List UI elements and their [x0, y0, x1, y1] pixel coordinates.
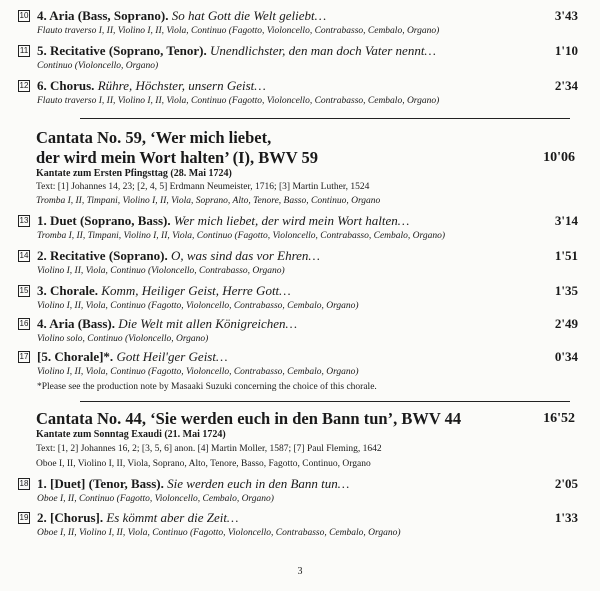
track-scoring: Oboe I, II, Continuo (Fagotto, Violoncello, Cembalo, Organo) — [37, 494, 274, 504]
track-title: 2. [Chorus]. — [37, 510, 104, 525]
track-number: 17 — [19, 352, 29, 361]
cantata-59-title-line1: Cantata No. 59, ‘Wer mich liebet, — [36, 128, 272, 147]
track-10 — [18, 8, 578, 42]
track-duration: 2'34 — [554, 78, 578, 93]
track-title: 1. [Duet] (Tenor, Bass). — [37, 476, 164, 491]
track-scoring: Violino I, II, Viola, Continuo (Fagotto, Violoncello, Contrabasso, Cembalo, Organo) — [37, 301, 359, 311]
track-12 — [18, 78, 578, 112]
track-15 — [18, 283, 578, 317]
track-13 — [18, 213, 578, 247]
track-scoring: Flauto traverso I, II, Violino I, II, Viola, Continuo (Fagotto, Violoncello, Contrabasso, Cembalo, Organo) — [37, 96, 440, 106]
cantata-59-scoring: Tromba I, II, Timpani, Violino I, II, Viola, Soprano, Alto, Tenore, Basso, Continuo, Organo — [36, 196, 381, 206]
track-title: [5. Chorale]*. — [37, 349, 114, 364]
track-title: 5. Recitative (Soprano, Tenor). — [37, 43, 207, 58]
track-11 — [18, 43, 578, 77]
track-incipit: Gott Heil'ger Geist… — [116, 349, 228, 364]
track-number: 14 — [19, 251, 29, 260]
track-scoring: Violino I, II, Viola, Continuo (Fagotto, Violoncello, Contrabasso, Cembalo, Organo) — [37, 367, 359, 377]
track-number: 12 — [19, 81, 29, 90]
track-duration: 2'49 — [554, 316, 578, 331]
cantata-59-duration: 10'06 — [543, 150, 575, 165]
track-incipit: O, was sind das vor Ehren… — [170, 248, 320, 263]
track-incipit: Es kömmt aber die Zeit… — [106, 510, 239, 525]
section-divider — [80, 401, 570, 402]
track-title: 2. Recitative (Soprano). — [37, 248, 168, 263]
cantata-59-title-line2: der wird mein Wort halten’ (I), BWV 59 — [36, 148, 319, 167]
track-duration: 0'34 — [554, 349, 578, 364]
track-number: 13 — [19, 216, 29, 225]
track-title: 1. Duet (Soprano, Bass). — [37, 213, 171, 228]
track-number: 19 — [19, 513, 29, 522]
cantata-59-subtitle: Kantate zum Ersten Pfingsttag (28. Mai 1724) — [36, 168, 232, 179]
track-title: 4. Aria (Bass, Soprano). — [37, 8, 169, 23]
section-divider — [80, 118, 570, 119]
track-title: 6. Chorus. — [37, 78, 95, 93]
track-duration: 1'51 — [554, 248, 578, 263]
cantata-44-title: Cantata No. 44, ‘Sie werden euch in den Bann tun’, BWV 44 — [36, 409, 462, 428]
track-duration: 3'14 — [554, 213, 578, 228]
track-scoring: Violino solo, Continuo (Violoncello, Organo) — [37, 334, 209, 344]
track-14 — [18, 248, 578, 282]
track-duration: 1'33 — [554, 510, 578, 525]
track-19 — [18, 510, 578, 544]
track-duration: 3'43 — [554, 8, 578, 23]
cantata-44-scoring: Oboe I, II, Violino I, II, Viola, Soprano, Alto, Tenore, Basso, Fagotto, Continuo, Organo — [36, 459, 371, 469]
track-scoring: Oboe I, II, Violino I, II, Viola, Continuo (Fagotto, Violoncello, Contrabasso, Cembalo, Organo) — [37, 528, 401, 538]
track-duration: 2'05 — [554, 476, 578, 491]
track-number: 18 — [19, 479, 29, 488]
track-duration: 1'10 — [554, 43, 578, 58]
track-duration: 1'35 — [554, 283, 578, 298]
cantata-59-text-sources: Text: [1] Johannes 14, 23; [2, 4, 5] Erdmann Neumeister, 1716; [3] Martin Luther, 1524 — [36, 182, 370, 192]
track-incipit: So hat Gott die Welt geliebt… — [171, 8, 327, 23]
track-number: 10 — [19, 11, 29, 20]
track-title: 4. Aria (Bass). — [37, 316, 115, 331]
track-scoring: Tromba I, II, Timpani, Violino I, II, Viola, Continuo (Fagotto, Violoncello, Contrabasso, Cembalo, Organo) — [37, 231, 446, 241]
page-number: 3 — [297, 566, 303, 577]
cantata-44-duration: 16'52 — [543, 411, 575, 426]
track-number: 11 — [19, 46, 29, 55]
track-number: 15 — [19, 286, 29, 295]
track-scoring: Flauto traverso I, II, Violino I, II, Viola, Continuo (Fagotto, Violoncello, Contrabasso, Cembalo, Organo) — [37, 26, 440, 36]
track-scoring: Continuo (Violoncello, Organo) — [37, 61, 159, 71]
track-incipit: Sie werden euch in den Bann tun… — [167, 476, 350, 491]
track-incipit: Komm, Heiliger Geist, Herre Gott… — [101, 283, 291, 298]
track-incipit: Unendlichster, den man doch Vater nennt… — [209, 43, 436, 58]
track-incipit: Die Welt mit allen Königreichen… — [118, 316, 298, 331]
track-18 — [18, 476, 578, 510]
track-number: 16 — [19, 319, 29, 328]
track-scoring: Violino I, II, Viola, Continuo (Violoncello, Contrabasso, Organo) — [37, 266, 285, 276]
cantata-44-subtitle: Kantate zum Sonntag Exaudi (21. Mai 1724) — [36, 429, 226, 440]
cantata-44-text-sources: Text: [1, 2] Johannes 16, 2; [3, 5, 6] anon. [4] Martin Moller, 1587; [7] Paul Fleming, 1642 — [36, 444, 382, 454]
track-17 — [18, 349, 578, 397]
chorale-footnote: *Please see the production note by Masaaki Suzuki concerning the choice of this chorale. — [37, 382, 377, 392]
track-16 — [18, 316, 578, 350]
track-incipit: Rühre, Höchster, unsern Geist… — [97, 78, 266, 93]
track-incipit: Wer mich liebet, der wird mein Wort halten… — [173, 213, 410, 228]
track-title: 3. Chorale. — [37, 283, 99, 298]
